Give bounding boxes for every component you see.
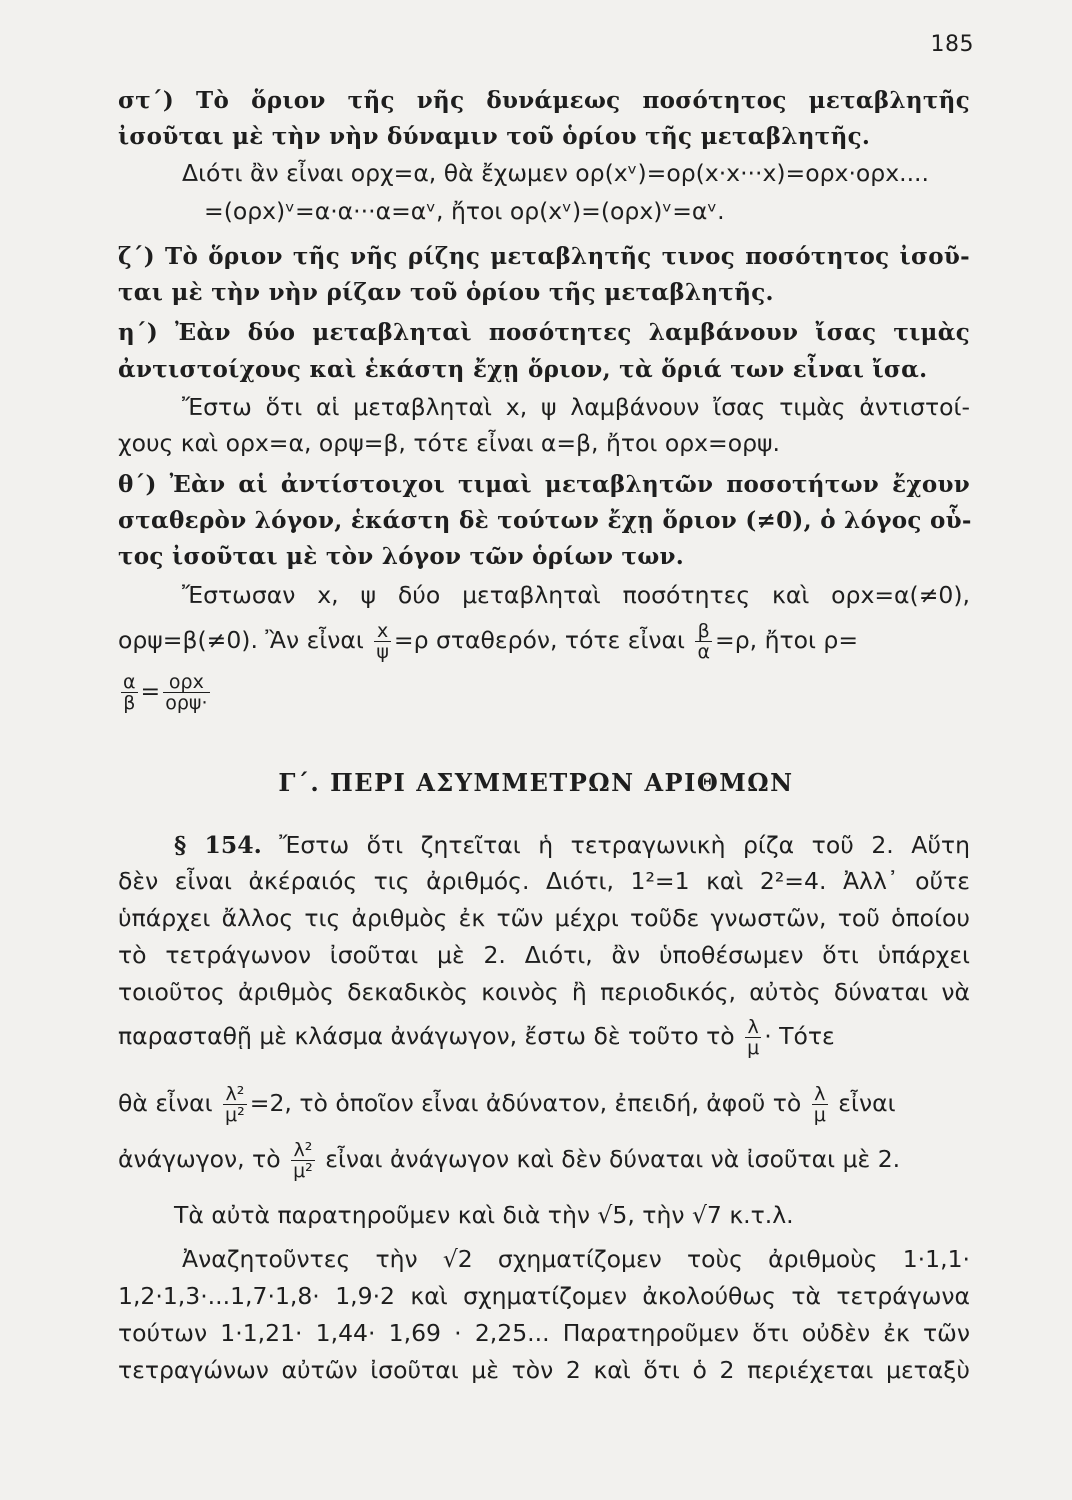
proof-th-line1: Ἔστωσαν x, ψ δύο μεταβληταὶ ποσότητες καὶ ορx=α(≠0),: [182, 581, 970, 609]
proof-st-line2: =(ορx)ᵛ=α·α···α=αᵛ, ἤτοι ορ(xᵛ)=(ορx)ᵛ=αᵛ.: [204, 197, 725, 225]
theorem-th-line3: τος ἰσοῦται μὲ τὸν λόγον τῶν ὁρίων των.: [118, 543, 685, 570]
fraction-lambda-over-mu: $\frac{\lambda}{\mu}$: [747, 1016, 760, 1059]
par154-line3: ὑπάρχει ἄλλος τις ἀριθμὸς ἐκ τῶν μέχρι τοῦδε γνωστῶν, τοῦ ὁποίου: [118, 904, 970, 932]
par-search-line3: τούτων 1·1,21· 1,44· 1,69 · 2,25... Παρατηροῦμεν ὅτι οὐδὲν ἐκ τῶν: [118, 1319, 970, 1347]
fraction-beta-over-alpha: $\frac{\beta}{\alpha}$: [697, 620, 711, 663]
text-segment: θὰ εἶναι: [118, 1089, 213, 1117]
proof-th-line3: [118, 666, 970, 716]
par-search-line2: 1,2·1,3·...1,7·1,8· 1,9·2 καὶ σχηματίζομεν ἀκολούθως τὰ τετράγωνα: [118, 1282, 970, 1310]
text-segment: =ρ σταθερόν, τότε εἶναι: [393, 626, 685, 654]
equals-sign: =: [140, 677, 161, 705]
fraction-lambda2-over-mu2: $\frac{\text{λ²}}{\text{μ²}}$: [293, 1139, 313, 1182]
par154-line8: [118, 1134, 970, 1184]
page-number: 185: [930, 32, 974, 57]
text-segment: =ρ, ἤτοι ρ=: [715, 626, 859, 654]
fraction-orx-over-orpsi: $\frac{\text{ορx}}{\text{ορψ·}}$: [165, 671, 208, 714]
par-search-line1: Ἀναζητοῦντες τὴν √2 σχηματίζομεν τοὺς ἀριθμοὺς 1·1,1·: [182, 1245, 970, 1273]
fraction-lambda2-over-mu2: $\frac{\text{λ²}}{\text{μ²}}$: [225, 1083, 245, 1126]
text-segment: εἶναι ἀνάγωγον καὶ δὲν δύναται νὰ ἰσοῦται μὲ 2.: [325, 1145, 901, 1173]
par154-line2: δὲν εἶναι ἀκέραιός τις ἀριθμός. Διότι, 1²=1 καὶ 2²=4. Ἀλλ᾽ οὔτε: [118, 867, 970, 895]
text-segment: Ἔστω ὅτι ζητεῖται ἡ τετραγωνικὴ ρίζα τοῦ 2. Αὕτη: [279, 831, 970, 859]
fraction-x-over-psi: $\frac{x}{\psi}$: [376, 620, 389, 663]
text-segment: εἶναι: [838, 1089, 896, 1117]
proof-h-line1: Ἔστω ὅτι αἱ μεταβληταὶ x, ψ λαμβάνουν ἴσας τιμὰς ἀντιστοί-: [182, 393, 970, 421]
par154-line5: τοιοῦτος ἀριθμὸς δεκαδικὸς κοινὸς ἢ περιοδικός, αὐτὸς δύναται νὰ: [118, 978, 970, 1006]
text-segment: παρασταθῇ μὲ κλάσμα ἀνάγωγον, ἔστω δὲ τοῦτο τὸ: [118, 1022, 735, 1050]
proof-h-line2: χους καὶ ορx=α, ορψ=β, τότε εἶναι α=β, ἤτοι ορx=ορψ.: [118, 429, 780, 457]
par-search-line4: τετραγώνων αὐτῶν ἰσοῦται μὲ τὸν 2 καὶ ὅτι ὁ 2 περιέχεται μεταξὺ: [118, 1356, 970, 1384]
theorem-st-line1: στ΄) Τὸ ὅριον τῆς νῆς δυνάμεως ποσότητος μεταβλητῆς: [118, 87, 970, 114]
par154-line7: [118, 1078, 970, 1128]
text-segment: ορψ=β(≠0). Ἂν εἶναι: [118, 626, 364, 654]
theorem-st-line2: ἰσοῦται μὲ τὴν νὴν δύναμιν τοῦ ὁρίου τῆς μεταβλητῆς.: [118, 123, 871, 150]
proof-st-line1: Διότι ἂν εἶναι ορχ=α, θὰ ἔχωμεν ορ(xᵛ)=ορ(x·x···x)=ορx·ορx....: [182, 159, 929, 187]
par154-line1: [118, 830, 970, 860]
theorem-z-line1: ζ΄) Τὸ ὅριον τῆς νῆς ρίζης μεταβλητῆς τινος ποσότητος ἰσοῦ-: [118, 243, 970, 270]
section-heading: Γ΄. ΠΕΡΙ ΑΣΥΜΜΕΤΡΩΝ ΑΡΙΘΜΩΝ: [278, 768, 794, 797]
text-segment: =2, τὸ ὁποῖον εἶναι ἀδύνατον, ἐπειδή, ἀφοῦ τὸ: [249, 1089, 802, 1117]
theorem-th-line1: θ΄) Ἐὰν αἱ ἀντίστοιχοι τιμαὶ μεταβλητῶν ποσοτήτων ἔχουν: [118, 471, 970, 498]
theorem-h-line1: η΄) Ἐὰν δύο μεταβληταὶ ποσότητες λαμβάνουν ἴσας τιμὰς: [118, 319, 970, 346]
text-segment: · Τότε: [764, 1022, 835, 1050]
par154-line4: τὸ τετράγωνον ἰσοῦται μὲ 2. Διότι, ἂν ὑποθέσωμεν ὅτι ὑπάρχει: [118, 941, 970, 969]
par-roots-line: Τὰ αὐτὰ παρατηροῦμεν καὶ διὰ τὴν √5, τὴν √7 κ.τ.λ.: [174, 1201, 794, 1229]
fraction-alpha-over-beta: $\frac{\alpha}{\beta}$: [123, 671, 136, 714]
fraction-lambda-over-mu: $\frac{\lambda}{\mu}$: [813, 1083, 826, 1126]
par154-line6: [118, 1012, 970, 1060]
theorem-h-line2: ἀντιστοίχους καὶ ἑκάστη ἔχῃ ὅριον, τὰ ὅριά των εἶναι ἴσα.: [118, 356, 928, 383]
theorem-th-line2: σταθερὸν λόγον, ἑκάστη δὲ τούτων ἔχῃ ὅριον (≠0), ὁ λόγος οὗ-: [118, 507, 972, 534]
theorem-z-line2: ται μὲ τὴν νὴν ρίζαν τοῦ ὁρίου τῆς μεταβλητῆς.: [118, 279, 774, 306]
section-number: § 154.: [174, 831, 262, 859]
text-segment: ἀνάγωγον, τὸ: [118, 1145, 281, 1173]
proof-th-line2: [118, 616, 970, 664]
